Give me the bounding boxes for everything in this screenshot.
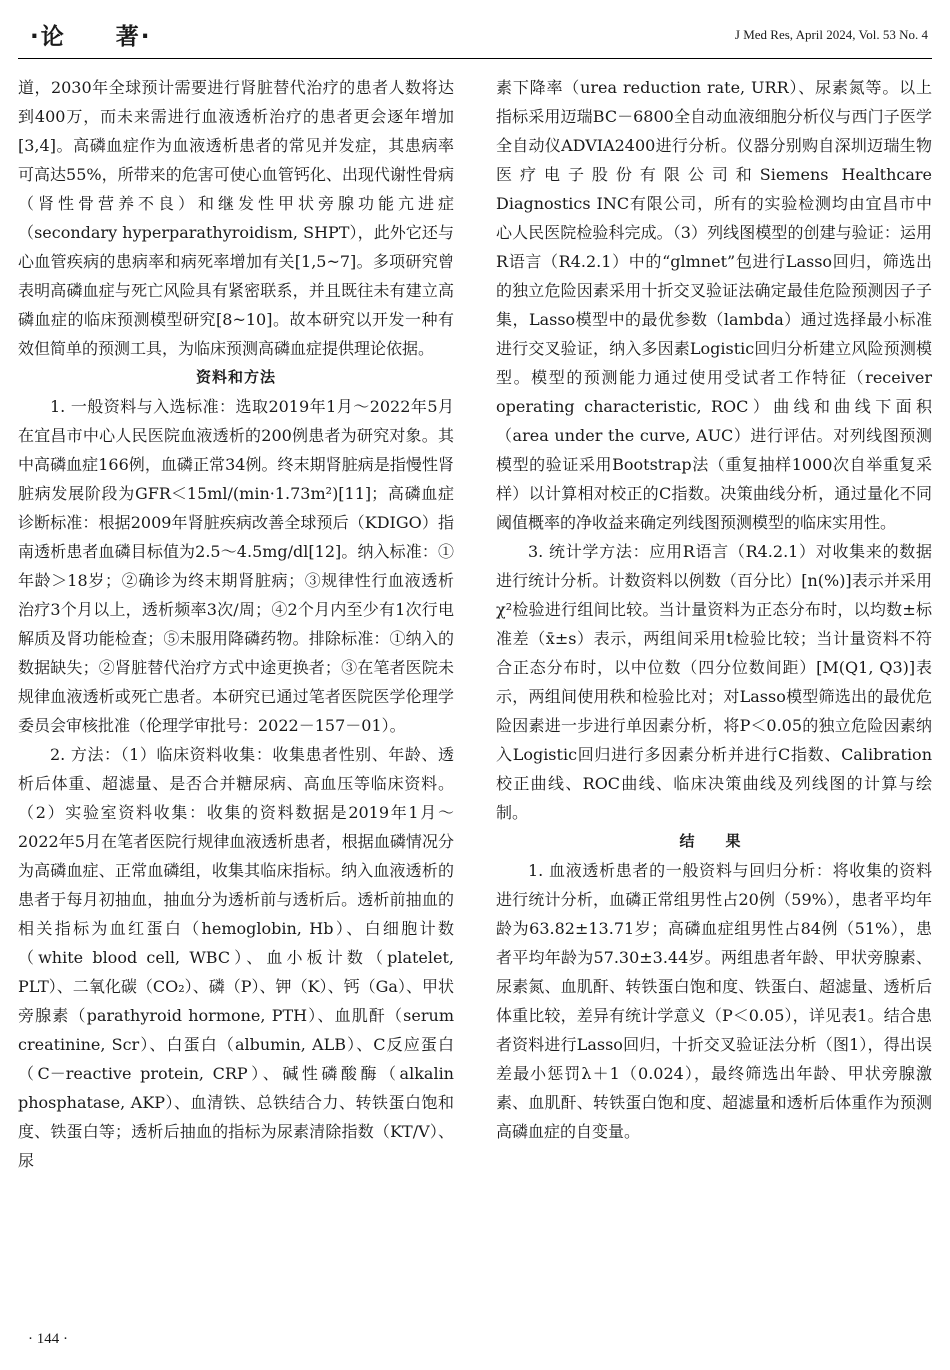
left-column — [18, 73, 454, 1175]
page-number: · 144 · — [28, 1331, 68, 1347]
methods-paragraph-3: 3. 统计学方法：应用R语言（R4.2.1）对收集来的数据进行统计分析。计数资料以例数（百分比）[n(%)]表示并采用χ²检验进行组间比较。当计量资料为正态分布时，以均数±标准差（x̄±s）表示，两组间采用t检验比较；当计量资料不符合正态分布时，以中位数（四分位数间距）[M(Q1, Q3)]表示，两组间使用秩和检验比对；对Lasso模型筛选出的最优危险因素进一步进行单因素分析，将P＜0.05的独立危险因素纳入Logistic回归进行多因素分析并进行C指数、Calibration校正曲线、ROC曲线、临床决策曲线及列线图的计算与绘制。 — [496, 542, 932, 822]
results-heading: 结 果 — [679, 832, 749, 850]
methods-heading: 资料和方法 — [195, 368, 276, 386]
journal-info: J Med Res, April 2024, Vol. 53 No. 4 — [734, 27, 928, 42]
right-column — [496, 73, 932, 1146]
methods-paragraph-2-cont: 素下降率（urea reduction rate, URR）、尿素氮等。以上指标采用迈瑞BC－6800全自动血液细胞分析仪与西门子医学全自动仪ADVIA2400进行分析。仪器分别购自深圳迈瑞生物医疗电子股份有限公司和Siemens Healthcare Diagnostics INC有限公司，所有的实验检测均由宜昌市中心人民医院检验科完成。（3）列线图模型的创建与验证：运用R语言（R4.2.1）中的“glmnet”包进行Lasso回归，筛选出的独立危险因素采用十折交叉验证法确定最佳危险预测因子子集，Lasso模型中的最优参数（lambda）通过选择最小标准进行交叉验证，纳入多因素Logistic回归分析建立风险预测模型。模型的预测能力通过使用受试者工作特征（receiver operating characteristic, ROC）曲线和曲线下面积（area under the curve, AUC）进行评估。对列线图预测模型的验证采用Bootstrap法（重复抽样1000次自举重复采样）以计算相对校正的C指数。决策曲线分析，通过量化不同阈值概率的净收益来确定列线图预测模型的临床实用性。 — [496, 78, 932, 532]
methods-paragraph-2: 2. 方法：（1）临床资料收集：收集患者性别、年龄、透析后体重、超滤量、是否合并糖尿病、高血压等临床资料。（2）实验室资料收集：收集的资料数据是2019年1月～2022年5月在笔者医院行规律血液透析患者，根据血磷情况分为高磷血症、正常血磷组，收集其临床指标。纳入血液透析的患者于每月初抽血，抽血分为透析前与透析后。透析前抽血的相关指标为血红蛋白（hemoglobin, Hb）、白细胞计数（white blood cell, WBC）、血小板计数（platelet, PLT）、二氧化碳（CO₂）、磷（P）、钾（K）、钙（Ga）、甲状旁腺素（parathyroid hormone, PTH）、血肌酐（serum creatinine, Scr）、白蛋白（albumin, ALB）、C反应蛋白（C－reactive protein, CRP）、碱性磷酸酶（alkalin phosphatase, AKP）、血清铁、总铁结合力、转铁蛋白饱和度、铁蛋白等；透析后抽血的指标为尿素清除指数（KT/V）、尿 — [18, 745, 454, 1170]
intro-paragraph: 道，2030年全球预计需要进行肾脏替代治疗的患者人数将达到400万，而未来需进行血液透析治疗的患者更会逐年增加[3,4]。高磷血症作为血液透析患者的常见并发症，其患病率可高达55%，所带来的危害可使心血管钙化、出现代谢性骨病（肾性骨营养不良）和继发性甲状旁腺功能亢进症（secondary hyperparathyroidism, SHPT），此外它还与心血管疾病的患病率和病死率增加有关[1,5~7]。多项研究曾表明高磷血症与死亡风险具有紧密联系，并且既往未有建立高磷血症的临床预测模型研究[8~10]。故本研究以开发一种有效但简单的预测工具，为临床预测高磷血症提供理论依据。 — [18, 78, 454, 358]
page-header — [18, 18, 932, 50]
methods-paragraph-1: 1. 一般资料与入选标准：选取2019年1月～2022年5月在宜昌市中心人民医院血液透析的200例患者为研究对象。其中高磷血症166例，血磷正常34例。终末期肾脏病是指慢性肾脏病发展阶段为GFR＜15ml/(min·1.73m²)[11]；高磷血症诊断标准：根据2009年肾脏疾病改善全球预后（KDIGO）指南透析患者血磷目标值为2.5～4.5mg/dl[12]。纳入标准：①年龄＞18岁；②确诊为终末期肾脏病；③规律性行血液透析治疗3个月以上，透析频率3次/周；④2个月内至少有1次行电解质及肾功能检查；⑤未服用降磷药物。排除标准：①纳入的数据缺失；②肾脏替代治疗方式中途更换者；③在笔者医院未规律血液透析或死亡患者。本研究已通过笔者医院医学伦理学委员会审核批准（伦理学审批号：2022－157－01）。 — [18, 397, 454, 735]
section-label: ·论 著· — [30, 24, 152, 50]
results-paragraph-1: 1. 血液透析患者的一般资料与回归分析：将收集的资料进行统计分析，血磷正常组男性占20例（59%），患者平均年龄为63.82±13.71岁；高磷血症组男性占84例（51%），患者平均年龄为57.30±3.44岁。两组患者年龄、甲状旁腺素、尿素氮、血肌酐、转铁蛋白饱和度、铁蛋白、超滤量、透析后体重比较，差异有统计学意义（P＜0.05），详见表1。结合患者资料进行Lasso回归，十折交叉验证法分析（图1），得出误差最小惩罚λ＋1（0.024），最终筛选出年龄、甲状旁腺激素、血肌酐、转铁蛋白饱和度、超滤量和透析后体重作为预测高磷血症的自变量。 — [496, 861, 932, 1141]
header-rule — [18, 58, 932, 59]
